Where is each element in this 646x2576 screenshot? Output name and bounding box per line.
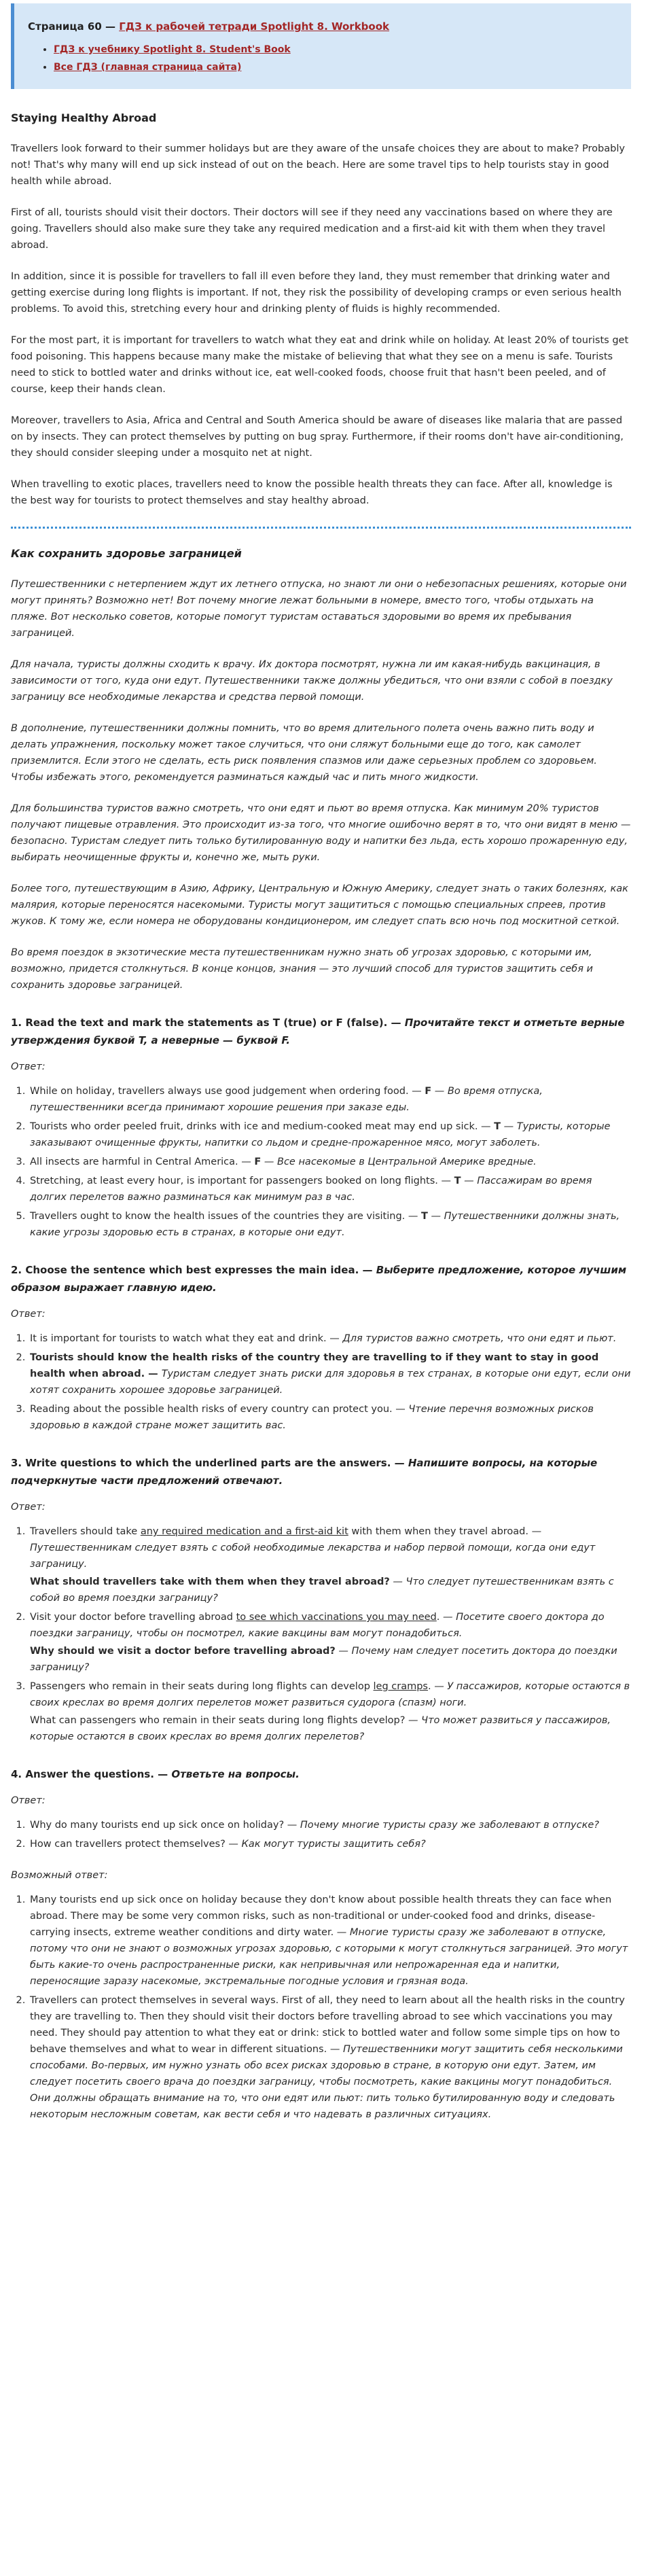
- underlined-part: to see which vaccinations you may need: [236, 1612, 437, 1623]
- exercise-title-ru: Выберите предложение, которое лучшим образом выражает главную идею.: [11, 1264, 627, 1294]
- option-en: Reading about the possible health risks of every country can protect you. —: [30, 1404, 409, 1415]
- nav-title: [28, 18, 617, 35]
- answer-ru: Путешественники могут защитить себя несколькими способами. Во-первых, им нужно узнать обо всех рисках здоровью в стране, в которую они едут. Затем, им следует посетить своего врача до поездки заграницу, чтобы посмотреть, какие вакцины могут понадобиться. Они должны обращать внимание на то, что они едят или пьют: пить только бутилированную воду и следовать некоторым несложным советам, как вести себя и что надевать в различных ситуациях.: [30, 2044, 623, 2120]
- article-paragraph-ru: Во время поездок в экзотические места путешественникам нужно знать об угрозах здоровью, с которыми им, возможно, придется столкнуться. В конце концов, знания — это лучший способ для туристов защитить себя и сохранить здоровье заграницей.: [11, 947, 593, 991]
- exercise-title-ru: Ответьте на вопросы.: [171, 1768, 300, 1780]
- statement-en: While on holiday, travellers always use good judgement when ordering food. —: [30, 1086, 425, 1097]
- article-paragraph-ru: Более того, путешествующим в Азию, Африку, Центральную и Южную Америку, следует знать о таких болезнях, как малярия, которые переносятся насекомыми. Туристы могут защититься с помощью специальных спреев, против жуков. К тому же, если номера не оборудованы кондиционером, им следует спать всю ночь под москитной сеткой.: [11, 883, 628, 927]
- question-en: What should travellers take with them when they travel abroad?: [30, 1576, 390, 1587]
- question-ru: — Почему нам следует посетить доктора до поездки заграницу?: [30, 1646, 617, 1673]
- question-item: [29, 1678, 631, 1745]
- answer-label: Ответ:: [11, 1309, 46, 1320]
- option-en: It is important for tourists to watch what they eat and drink. —: [30, 1333, 343, 1344]
- main-idea-option: [29, 1401, 631, 1434]
- true-false-mark: T: [454, 1176, 461, 1186]
- exercise-3-answers: [11, 1523, 631, 1745]
- exercise-2-title: [11, 1261, 631, 1296]
- answer-label: Ответ:: [11, 1795, 46, 1806]
- students-book-link[interactable]: ГДЗ к учебнику Spotlight 8. Student's Book: [54, 44, 291, 55]
- exercise-title-ru: Прочитайте текст и отметьте верные утверждения буквой T, а неверные — буквой F.: [11, 1017, 625, 1046]
- answer-ru: Многие туристы сразу же заболевают в отпуске, потому что они не знают о возможных угрозах здоровью, с которыми к могут столкнуться заграницей. Это могут быть какие-то очень распространенные риски, как непривычная или непрожаренная еда и напитки, переносящие заразу насекомые, экстремальные погодные условия и грязная вода.: [30, 1927, 628, 1987]
- question-en: What can passengers who remain in their seats during long flights develop?: [30, 1715, 406, 1726]
- page-number-label: Страница 60 —: [28, 20, 120, 33]
- option-en: Tourists should know the health risks of the country they are travelling to if they want to stay in good health when abroad. —: [30, 1352, 599, 1379]
- statement-ru: — Путешественники должны знать, какие угрозы здоровью есть в странах, в которые они едут.: [30, 1211, 620, 1238]
- true-false-mark: F: [425, 1086, 432, 1097]
- answer-label: Ответ:: [11, 1502, 46, 1513]
- sentence-pre: Visit your doctor before travelling abroad: [30, 1612, 236, 1623]
- underlined-part: any required medication and a first-aid kit: [140, 1526, 348, 1537]
- statement-ru: — Все насекомые в Центральной Америке вредные.: [261, 1157, 537, 1167]
- sentence-ru: — Посетите своего доктора до поездки заграницу, чтобы он посмотрел, какие вакцины вам могут понадобиться.: [30, 1612, 605, 1639]
- sentence-pre: Passengers who remain in their seats during long flights can develop: [30, 1681, 374, 1692]
- model-answer: [29, 1992, 631, 2123]
- statement-item: [29, 1154, 631, 1170]
- question-en: Why should we visit a doctor before travelling abroad?: [30, 1646, 336, 1657]
- question-line: [30, 1712, 631, 1745]
- exercise-title-en: 1. Read the text and mark the statements as T (true) or F (false). —: [11, 1017, 405, 1029]
- exercise-1-answers: [11, 1083, 631, 1241]
- statement-ru: — Во время отпуска, путешественники всегда принимают хорошие решения при заказе еды.: [30, 1086, 543, 1113]
- exercise-4-title: [11, 1765, 631, 1783]
- statement-ru: — Пассажирам во время долгих перелетов важно разминаться как минимум раз в час.: [30, 1176, 592, 1203]
- possible-answer-label: Возможный ответ:: [11, 1870, 108, 1881]
- article-paragraph-en: For the most part, it is important for travellers to watch what they eat and drink while on holiday. At least 20% of tourists get food poisoning. This happens because many make the mistake of believing that what they see on a menu is safe. Tourists need to stick to bottled water and drinks without ice, eat well-cooked foods, choose fruit that hasn't been peeled, and of course, keep their hands clean.: [11, 335, 629, 395]
- question-line: [30, 1574, 631, 1606]
- main-idea-option-correct: [29, 1349, 631, 1398]
- exercise-4-questions: [11, 1817, 631, 1852]
- article-paragraph-ru: Путешественники с нетерпением ждут их летнего отпуска, но знают ли они о небезопасных решениях, которые они могут принять? Возможно нет! Вот почему многие лежат больными в номере, вместо того, чтобы отдыхать на пляже. Вот несколько советов, которые помогут туристам оставаться здоровыми во время их пребывания заграницей.: [11, 579, 627, 639]
- answer-label: Ответ:: [11, 1061, 46, 1072]
- statement-item: [29, 1083, 631, 1116]
- article-paragraph-ru: В дополнение, путешественники должны помнить, что во время длительного полета очень важно пить воду и делать упражнения, поскольку может такое случиться, что они сляжут больными еще до того, как самолет приземлится. Если этого не сделать, есть риск появления спазмов или даже серьезных проблем со здоровьем. Чтобы избежать этого, рекомендуется разминаться каждый час и пить много жидкости.: [11, 723, 597, 783]
- exercise-title-en: 2. Choose the sentence which best expresses the main idea. —: [11, 1264, 376, 1276]
- nav-list-item: [54, 59, 617, 75]
- question-ru: — Что следует путешественникам взять с собой во время поездки заграницу?: [30, 1576, 614, 1604]
- question-item: [29, 1836, 631, 1852]
- article-paragraph-en: Travellers look forward to their summer holidays but are they aware of the unsafe choices they are about to make? Probably not! That's why many will end up sick instead of out on the beach. Here are some travel tips to help tourists stay in good health while abroad.: [11, 143, 625, 187]
- question-item: [29, 1817, 631, 1833]
- sentence-post: .: [436, 1612, 440, 1623]
- true-false-mark: F: [254, 1157, 262, 1167]
- question-item: [29, 1523, 631, 1606]
- navigation-box: [11, 3, 631, 89]
- exercise-title-ru: Напишите вопросы, на которые подчеркнутые части предложений отвечают.: [11, 1457, 598, 1487]
- statement-en: Tourists who order peeled fruit, drinks with ice and medium-cooked meat may end up sick. —: [30, 1121, 495, 1132]
- true-false-mark: T: [494, 1121, 501, 1132]
- exercise-1-title: [11, 1014, 631, 1049]
- model-answer: [29, 1892, 631, 1990]
- option-ru: Чтение перечня возможных рисков здоровью в каждой стране может защитить вас.: [30, 1404, 594, 1431]
- nav-links-list: [28, 41, 617, 75]
- exercise-title-en: 4. Answer the questions. —: [11, 1768, 172, 1780]
- nav-list-item: [54, 41, 617, 58]
- answer-en: Many tourists end up sick once on holiday because they don't know about possible health threats they can face when abroad. There may be some very common risks, such as non-traditional or under-cooked food and drinks, disease-carrying insects, extreme weather conditions and dirty water. —: [30, 1894, 612, 1938]
- main-idea-option: [29, 1330, 631, 1347]
- exercise-4-answers: [11, 1892, 631, 2123]
- question-ru: — Что может развиться у пассажиров, которые остаются в своих креслах во время долгих перелетов?: [30, 1715, 611, 1742]
- sentence-post: with them when they travel abroad.: [348, 1526, 528, 1537]
- dotted-divider: [11, 527, 631, 529]
- statement-item: [29, 1173, 631, 1205]
- true-false-mark: T: [421, 1211, 428, 1222]
- statement-en: Travellers ought to know the health issues of the countries they are visiting. —: [30, 1211, 421, 1222]
- sentence-post: .: [427, 1681, 431, 1692]
- statement-item: [29, 1118, 631, 1151]
- workbook-link[interactable]: ГДЗ к рабочей тетради Spotlight 8. Workbook: [119, 20, 390, 33]
- article-title-en: Staying Healthy Abroad: [11, 111, 157, 124]
- all-solutions-link[interactable]: Все ГДЗ (главная страница сайта): [54, 62, 242, 73]
- underlined-part: leg cramps: [373, 1681, 428, 1692]
- answer-en: Travellers can protect themselves in several ways. First of all, they need to learn about all the health risks in the country they are travelling to. Then they should visit their doctors before travelling abroad to see which vaccinations you may need. They should pay attention to what they eat or drink: stick to bottled water and follow some simple tips on how to behave themselves and what to wear in different situations. —: [30, 1995, 625, 2055]
- exercise-title-en: 3. Write questions to which the underlined parts are the answers. —: [11, 1457, 408, 1469]
- question-en: How can travellers protect themselves? —: [30, 1839, 242, 1850]
- statement-en: Stretching, at least every hour, is important for passengers booked on long flights. —: [30, 1176, 454, 1186]
- article-title-ru: Как сохранить здоровье заграницей: [11, 547, 242, 560]
- statement-en: All insects are harmful in Central America. —: [30, 1157, 255, 1167]
- option-ru: Туристам следует знать риски для здоровья в тех странах, в которые они едут, если они хотят сохранить хорошее здоровье заграницей.: [30, 1369, 631, 1396]
- sentence-ru: — Путешественникам следует взять с собой необходимые лекарства и набор первой помощи, когда они едут заграницу.: [30, 1526, 596, 1570]
- article-paragraph-en: In addition, since it is possible for travellers to fall ill even before they land, they must remember that drinking water and getting exercise during long flights is important. If not, they risk the possibility of developing cramps or even serious health problems. To avoid this, stretching every hour and drinking plenty of fluids is highly recommended.: [11, 271, 622, 315]
- option-ru: Для туристов важно смотреть, что они едят и пьют.: [342, 1333, 617, 1344]
- article-paragraph-ru: Для большинства туристов важно смотреть, что они едят и пьют во время отпуска. Как минимум 20% туристов получают пищевые отравления. Это происходит из-за того, что многие ошибочно верят в то, что они видят в меню — безопасно. Туристам следует пить только бутилированную воду и напитки без льда, есть хорошо прожаренную еду, выбирать неочищенные фрукты и, конечно же, мыть руки.: [11, 803, 631, 863]
- statement-ru: — Туристы, которые заказывают очищенные фрукты, напитки со льдом и средне-прожаренное мясо, могут заболеть.: [30, 1121, 611, 1148]
- article-paragraph-en: First of all, tourists should visit their doctors. Their doctors will see if they need any vaccinations based on where they are going. Travellers should also make sure they take any required medication and a first-aid kit with them when they travel abroad.: [11, 207, 613, 251]
- exercise-2-answers: [11, 1330, 631, 1434]
- statement-item: [29, 1208, 631, 1241]
- question-ru: Как могут туристы защитить себя?: [241, 1839, 426, 1850]
- question-item: [29, 1609, 631, 1676]
- question-line: [30, 1643, 631, 1676]
- article-paragraph-en: Moreover, travellers to Asia, Africa and Central and South America should be aware of diseases like malaria that are passed on by insects. They can protect themselves by putting on bug spray. Furthermore, if their rooms don't have air-conditioning, they should consider sleeping under a mosquito net at night.: [11, 415, 624, 459]
- exercise-3-title: [11, 1454, 631, 1489]
- sentence-ru: — У пассажиров, которые остаются в своих креслах во время долгих перелетов может развиться судорога (спазм) ноги.: [30, 1681, 630, 1708]
- question-ru: Почему многие туристы сразу же заболевают в отпуске?: [300, 1820, 599, 1831]
- article-paragraph-ru: Для начала, туристы должны сходить к врачу. Их доктора посмотрят, нужна ли им какая-нибудь вакцинация, в зависимости от того, куда они едут. Путешественники также должны убедиться, что они взяли с собой в поездку заграницу все необходимые лекарства и средства первой помощи.: [11, 659, 613, 703]
- question-en: Why do many tourists end up sick once on holiday? —: [30, 1820, 300, 1831]
- article-paragraph-en: When travelling to exotic places, travellers need to know the possible health threats they can face. After all, knowledge is the best way for tourists to protect themselves and stay healthy abroad.: [11, 479, 613, 506]
- sentence-pre: Travellers should take: [30, 1526, 141, 1537]
